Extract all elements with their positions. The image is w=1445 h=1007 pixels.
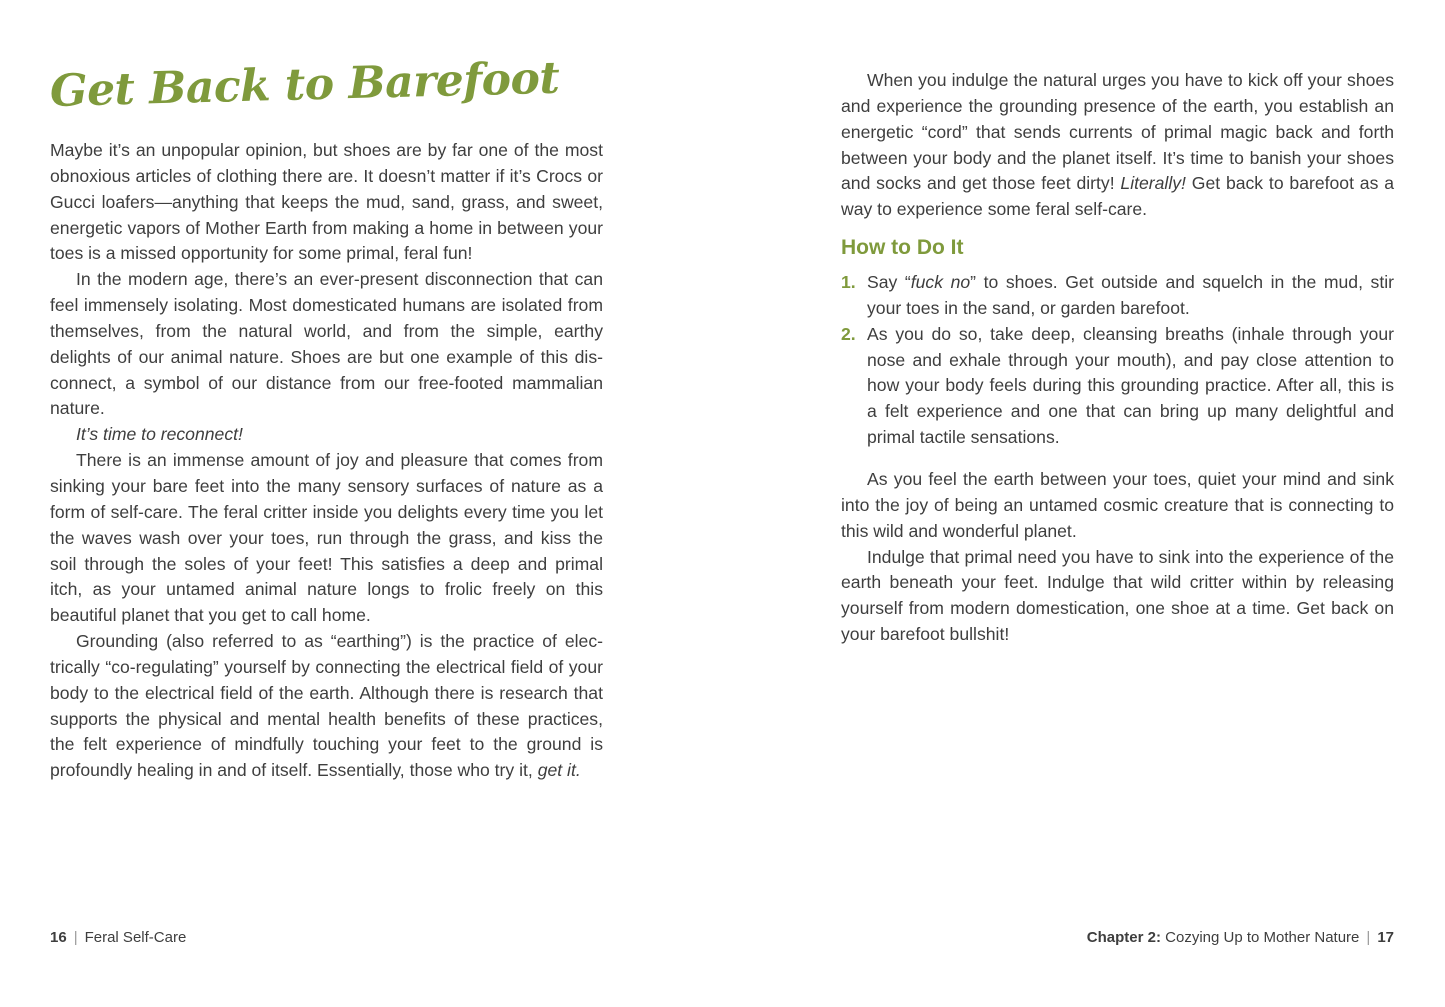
step-text-part: Say “ [867, 272, 911, 292]
paragraph: There is an immense amount of joy and pleasure that comes from sinking your bare feet into the many sensory surfaces of nature as a form of self-care. The feral critter inside you delights every time you let the waves wash over your toes, run through the grass, and kiss the soil through the soles of your feet! This satisfies a deep and primal itch, as your untamed animal nature longs to frolic freely on this beautiful planet that you get to call home. [50, 450, 603, 626]
paragraph: Maybe it’s an unpopular opinion, but shoes are by far one of the most obnoxious articles of clothing there are. It doesn’t matter if it’s Crocs or Gucci loafers—anything that keeps the mud, sand, grass, and sweet, energetic vapors of Mother Earth from making a home in between your toes is a missed opportunity for some primal, feral fun! [50, 140, 603, 264]
section-heading: How to Do It [841, 236, 964, 259]
steps-list [841, 270, 1394, 451]
left-body-text [50, 138, 603, 784]
step-text [867, 270, 1394, 322]
paragraph: Indulge that primal need you have to sink into the experience of the earth beneath your feet. Indulge that wild critter within by releasing yourself from modern domestication, one shoe at a time. Get back on your barefoot bullshit! [841, 546, 1394, 645]
italic-text: It’s time to reconnect! [76, 424, 243, 445]
italic-text: fuck no [910, 272, 971, 292]
right-body-intro [841, 68, 1394, 223]
paragraph-text: When you indulge the natural urges you have to kick off your shoes and experience the grounding presence of the earth, you establish an energetic “cord” that sends currents of primal magic back and forth between your body and the planet itself. It’s time to banish your shoes and socks and get those feet dirty! [841, 70, 1394, 194]
paragraph: In the modern age, there’s an ever-present disconnection that can feel immensely isolating. Most domesticated humans are isolated from themselves, from the natural world, and from the simple, earthy delights of our animal nature. Shoes are but one example of this disconnect, a symbol of our distance from our free-footed mammalian nature. [50, 269, 603, 419]
paragraph-italic [50, 422, 603, 448]
paragraph-text: Grounding (also referred to as “earthing”) is the practice of electrically “co-regulating” yourself by connecting the electrical field of your body to the electrical field of the earth. Although there is research that supports the physical and mental health benefits of these practices, the felt experience of mindfully touching your feet to the ground is profoundly healing in and of itself. Essentially, those who try it, [50, 631, 603, 781]
list-item [841, 322, 1394, 451]
page-number: 16 [50, 929, 67, 946]
step-number: 1. [841, 272, 856, 292]
left-footer [50, 929, 186, 946]
right-footer [1087, 929, 1394, 946]
right-body-closing [841, 467, 1394, 648]
page-title: Get Back to Barefoot [49, 52, 560, 117]
paragraph [50, 629, 603, 784]
italic-text: Literally! [1120, 173, 1186, 194]
paragraph: As you feel the earth between your toes, quiet your mind and sink into the joy of being an untamed cosmic creature that is connecting to this wild and wonderful planet. [841, 469, 1394, 541]
footer-separator: | [1366, 929, 1371, 946]
paragraph [841, 68, 1394, 223]
book-title: Feral Self-Care [84, 929, 187, 946]
chapter-label: Chapter 2: [1086, 929, 1161, 946]
footer-separator: | [73, 929, 78, 946]
chapter-title: Cozying Up to Mother Nature [1165, 929, 1360, 946]
step-text: As you do so, take deep, cleansing breaths (inhale through your nose and exhale through your mouth), and pay close attention to how your body feels during this grounding practice. After all, this is a felt experience and one that can bring up many delightful and primal tactile sensations. [867, 323, 1394, 448]
step-number: 2. [841, 323, 856, 344]
list-item [841, 270, 1394, 322]
italic-text: get it. [537, 760, 581, 781]
paragraph-text: Get back to barefoot as a way to experience some feral self-care. [841, 173, 1394, 220]
step-text-part: ” to shoes. Get outside and squelch in the mud, stir your toes in the sand, or garden barefoot. [867, 272, 1394, 318]
page-number: 17 [1377, 929, 1394, 946]
